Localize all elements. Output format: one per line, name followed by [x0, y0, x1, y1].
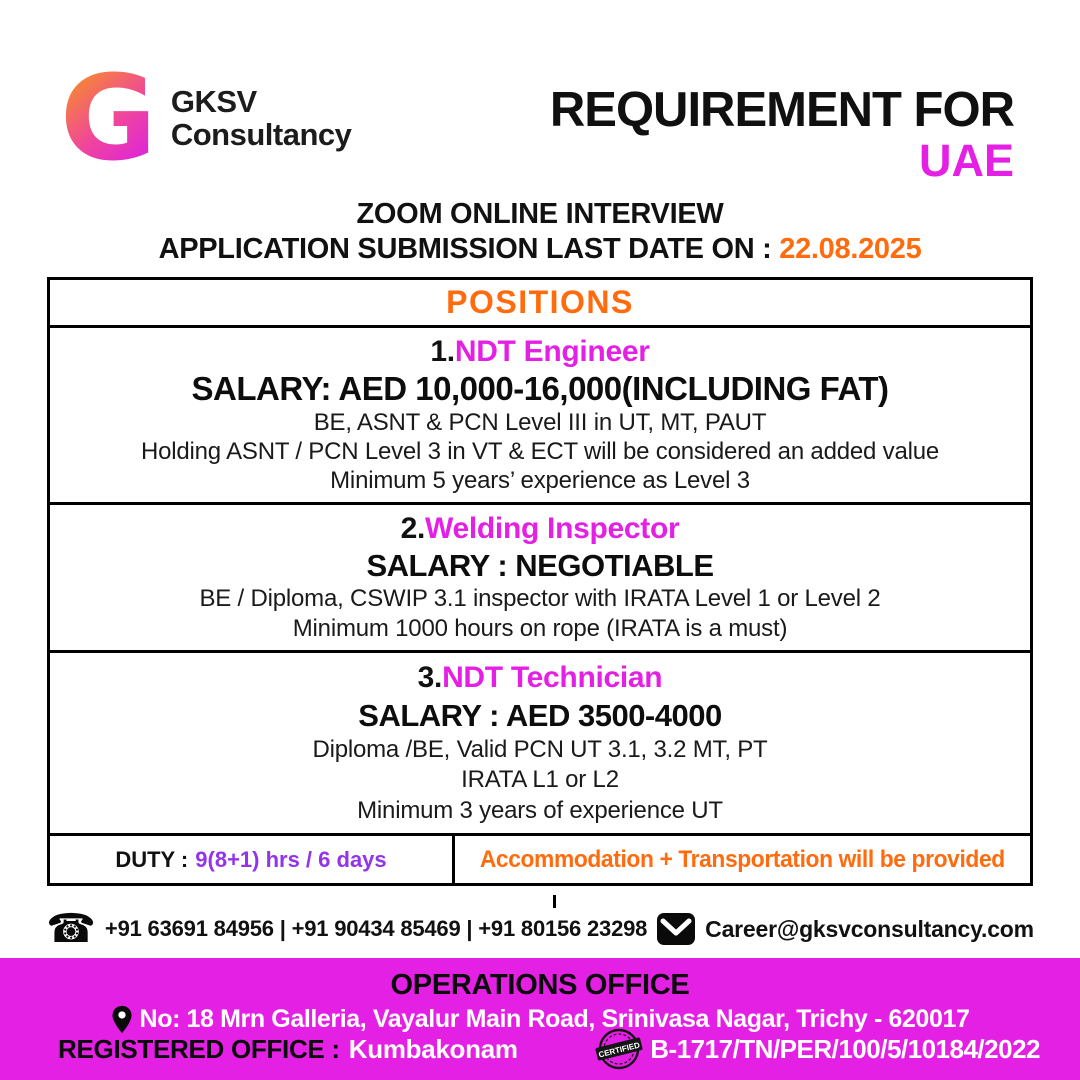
headline — [550, 84, 1014, 186]
registered-office-label: REGISTERED OFFICE : — [58, 1033, 340, 1064]
positions-header: POSITIONS — [446, 284, 634, 320]
duty-label: DUTY : — [115, 846, 189, 872]
license-group — [595, 1027, 1040, 1071]
svg-text:CERTIFIED: CERTIFIED — [597, 1040, 642, 1060]
position-number: 2. — [400, 512, 426, 546]
phone-numbers: +91 63691 84956 | +91 90434 85469 | +91 80156 23298 — [104, 916, 648, 941]
brand-name-line1: GKSV — [170, 84, 257, 119]
detail-line: Minimum 1000 hours on rope (IRATA is a must) — [292, 614, 788, 642]
license-number: B-1717/TN/PER/100/5/10184/2022 — [650, 1033, 1040, 1064]
position-name: NDT Technician — [442, 661, 663, 695]
headline-title: REQUIREMENT FOR — [549, 83, 1014, 137]
detail-line: BE / Diploma, CSWIP 3.1 inspector with IRATA Level 1 or Level 2 — [199, 585, 881, 613]
operations-office-title: OPERATIONS OFFICE — [390, 969, 690, 1001]
position-row-welding-inspector — [50, 502, 1030, 650]
benefit-cell — [455, 836, 1030, 883]
email-address: Career@gksvconsultancy.com — [705, 915, 1034, 942]
footer-band — [0, 958, 1080, 1080]
registered-office — [58, 1034, 518, 1065]
deadline-prefix: APPLICATION SUBMISSION LAST DATE ON : — [158, 233, 780, 265]
salary-line: SALARY : NEGOTIABLE — [366, 547, 714, 583]
salary-line: SALARY: AED 10,000-16,000(INCLUDING FAT) — [191, 370, 889, 407]
interview-line: ZOOM ONLINE INTERVIEW — [356, 198, 724, 230]
position-row-ndt-engineer — [50, 325, 1030, 502]
brand-name — [171, 85, 352, 151]
detail-line: Minimum 3 years of experience UT — [357, 796, 723, 824]
deadline-line — [0, 233, 1080, 266]
position-name: Welding Inspector — [425, 512, 680, 546]
duty-cell — [50, 836, 455, 883]
registered-office-value: Kumbakonam — [348, 1033, 518, 1064]
headline-country: UAE — [918, 135, 1014, 186]
salary-line: SALARY : AED 3500-4000 — [358, 697, 722, 733]
detail-line: BE, ASNT & PCN Level III in UT, MT, PAUT — [313, 409, 767, 436]
position-row-ndt-technician — [50, 650, 1030, 833]
detail-line: Holding ASNT / PCN Level 3 in VT & ECT will be considered an added value — [140, 438, 940, 465]
brand-name-line2: Consultancy — [170, 117, 352, 152]
position-title — [418, 661, 663, 695]
telephone-icon: ☎ — [46, 906, 96, 952]
position-number: 1. — [430, 335, 455, 368]
certified-stamp-icon — [595, 1027, 643, 1071]
position-title — [401, 512, 680, 546]
envelope-icon — [656, 912, 696, 946]
duty-benefit-row — [50, 833, 1030, 883]
detail-line: IRATA L1 or L2 — [461, 766, 619, 794]
deadline-date: 22.08.2025 — [779, 233, 922, 265]
position-number: 3. — [417, 661, 443, 695]
gksv-logo-icon: G — [60, 49, 157, 187]
detail-line: Minimum 5 years’ experience as Level 3 — [330, 467, 750, 494]
positions-table — [47, 277, 1033, 886]
brand-block — [60, 49, 352, 187]
detail-line: Diploma /BE, Valid PCN UT 3.1, 3.2 MT, PT — [312, 735, 768, 763]
duty-value: 9(8+1) hrs / 6 days — [195, 846, 387, 872]
position-name: NDT Engineer — [454, 335, 650, 368]
benefit-text: Accommodation + Transportation will be provided — [480, 845, 1005, 873]
contact-strip — [0, 903, 1080, 955]
registered-office-row — [0, 1027, 1080, 1071]
position-title — [430, 335, 649, 369]
operations-address: No: 18 Mrn Galleria, Vayalur Main Road, Srinivasa Nagar, Trichy - 620017 — [139, 1005, 970, 1033]
